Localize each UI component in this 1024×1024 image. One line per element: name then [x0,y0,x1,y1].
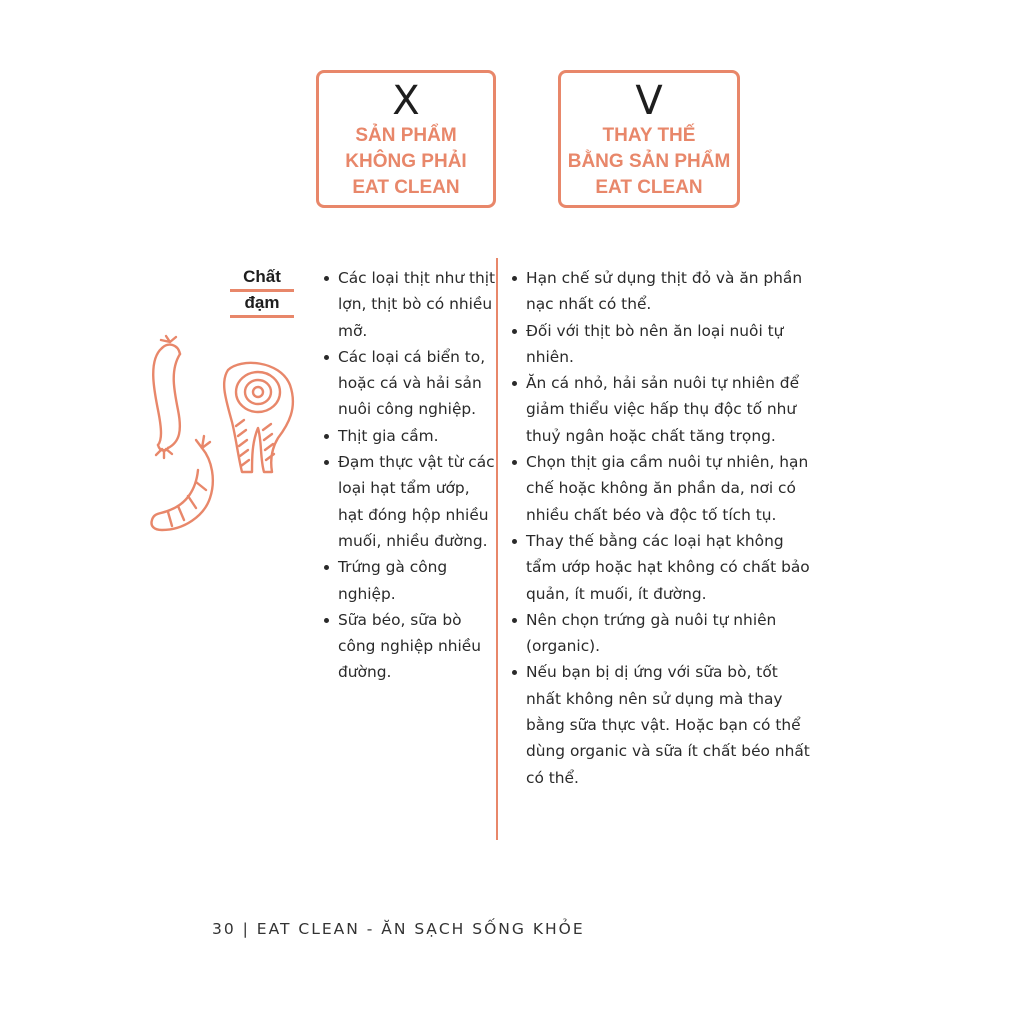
salmon-steak-icon [224,363,293,472]
list-item: Hạn chế sử dụng thịt đỏ và ăn phần nạc nhất có thể. [512,265,812,318]
eat-clean-title-line: EAT CLEAN [595,177,703,198]
eat-clean-title [561,123,737,201]
eat-clean-title-line: BẰNG SẢN PHẨM [567,151,731,172]
list-item: Đạm thực vật từ các loại hạt tẩm ướp, hạt đóng hộp nhiều muối, nhiều đường. [324,449,498,554]
protein-illustration [140,330,310,540]
list-item: Đối với thịt bò nên ăn loại nuôi tự nhiên. [512,318,812,371]
list-item: Nếu bạn bị dị ứng với sữa bò, tốt nhất không nên sử dụng mà thay bằng sữa thực vật. Hoặc bạn có thể dùng organic và sữa ít chất béo nhất có thể. [512,659,812,790]
list-item: Các loại cá biển to, hoặc cá và hải sản nuôi công nghiệp. [324,344,498,423]
not-eat-clean-title-line: KHÔNG PHẢI [345,151,467,172]
list-item: Thịt gia cầm. [324,423,498,449]
list-item: Sữa béo, sữa bò công nghiệp nhiều đường. [324,607,498,686]
x-mark-icon: X [392,78,420,124]
list-item: Trứng gà công nghiệp. [324,554,498,607]
list-item: Thay thế bằng các loại hạt không tẩm ướp hoặc hạt không có chất bảo quản, ít muối, ít đường. [512,528,812,607]
not-eat-clean-title-line: EAT CLEAN [352,177,460,198]
sausage-icon [153,336,180,458]
check-mark-icon: V [635,78,663,124]
not-eat-clean-header-box [316,70,496,208]
list-item: Các loại thịt như thịt lợn, thịt bò có nhiều mỡ. [324,265,498,344]
not-eat-clean-title-line: SẢN PHẨM [355,125,457,146]
list-item: Chọn thịt gia cầm nuôi tự nhiên, hạn chế hoặc không ăn phần da, nơi có nhiều chất béo và độc tố tích tụ. [512,449,812,528]
column-divider [496,258,498,840]
not-eat-clean-list [324,265,498,686]
category-label-line: Chất [230,266,294,292]
eat-clean-list [512,265,812,791]
eat-clean-header-box [558,70,740,208]
list-item: Ăn cá nhỏ, hải sản nuôi tự nhiên để giảm thiểu việc hấp thụ độc tố như thuỷ ngân hoặc chất tăng trọng. [512,370,812,449]
category-label-line: đạm [230,292,294,318]
category-label [230,266,294,318]
page-footer: 30 | EAT CLEAN - ĂN SẠCH SỐNG KHỎE [212,920,585,938]
list-item: Nên chọn trứng gà nuôi tự nhiên (organic). [512,607,812,660]
not-eat-clean-title [319,123,493,201]
eat-clean-title-line: THAY THẾ [602,125,696,146]
